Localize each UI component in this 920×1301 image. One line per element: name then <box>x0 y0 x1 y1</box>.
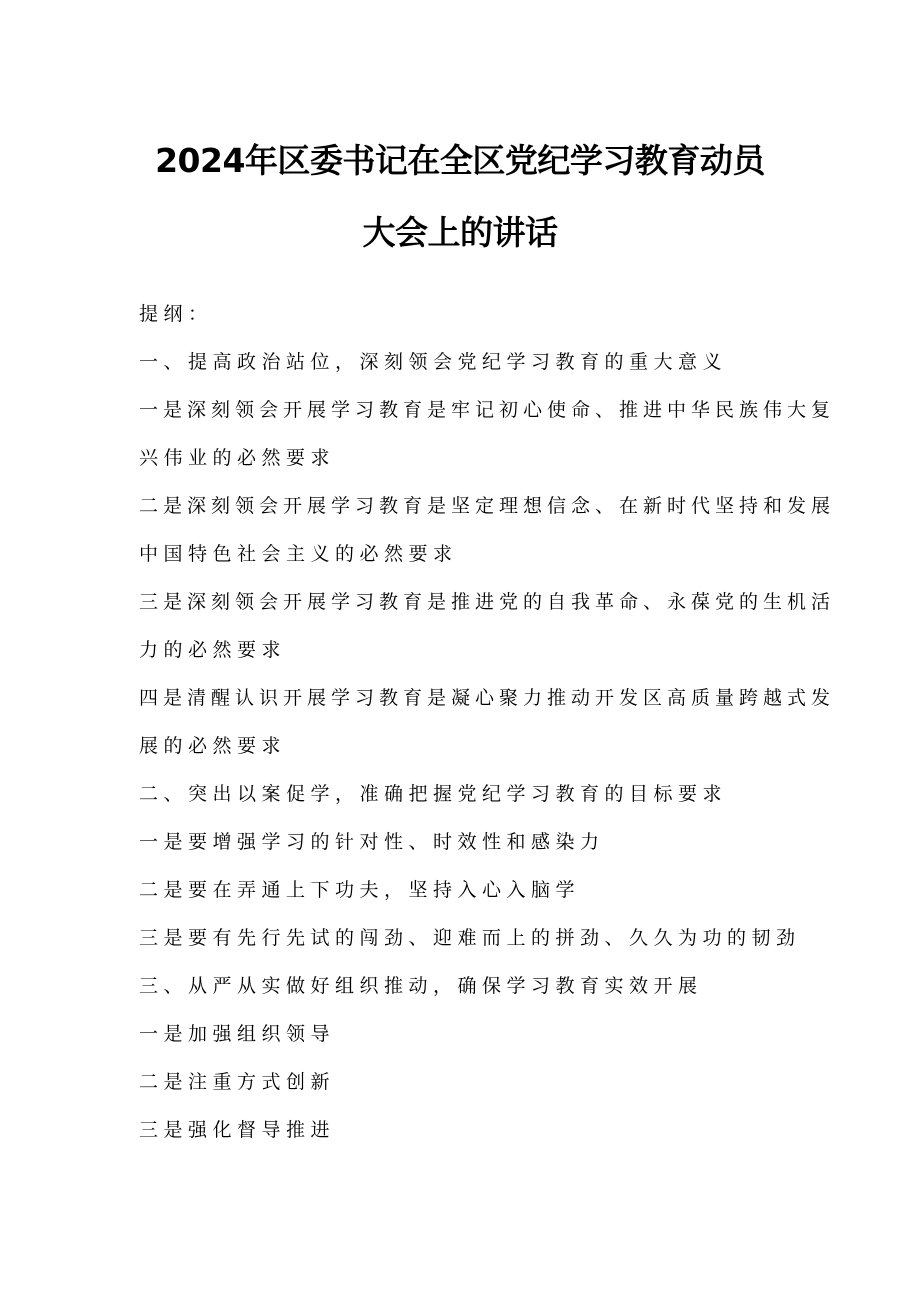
outline-item: 二是要在弄通上下功夫，坚持入心入脑学 <box>139 879 581 901</box>
outline-section-heading: 三、从严从实做好组织推动，确保学习教育实效开展 <box>139 975 703 997</box>
outline-item: 三是深刻领会开展学习教育是推进党的自我革命、永葆党的生机活 <box>139 591 836 613</box>
outline-section-heading: 二、突出以案促学，准确把握党纪学习教育的目标要求 <box>139 783 728 805</box>
outline-section-heading: 一、提高政治站位，深刻领会党纪学习教育的重大意义 <box>139 351 728 373</box>
outline-item: 一是深刻领会开展学习教育是牢记初心使命、推进中华民族伟大复 <box>139 399 836 421</box>
outline-item-continuation: 中国特色社会主义的必然要求 <box>139 543 458 565</box>
document-title-line-2: 大会上的讲话 <box>362 213 558 252</box>
outline-item: 三是要有先行先试的闯劲、迎难而上的拼劲、久久为功的韧劲 <box>139 927 801 949</box>
outline-item-continuation: 兴伟业的必然要求 <box>139 447 336 469</box>
outline-item: 一是要增强学习的针对性、时效性和感染力 <box>139 831 605 853</box>
document-title-line-1: 2024年区委书记在全区党纪学习教育动员 <box>155 141 765 180</box>
outline-item: 二是深刻领会开展学习教育是坚定理想信念、在新时代坚持和发展 <box>139 495 836 517</box>
outline-label: 提纲： <box>139 303 213 325</box>
outline-item: 一是加强组织领导 <box>139 1023 336 1045</box>
outline-item: 四是清醒认识开展学习教育是凝心聚力推动开发区高质量跨越式发 <box>139 687 836 709</box>
outline-item-continuation: 展的必然要求 <box>139 735 287 757</box>
outline-item: 三是强化督导推进 <box>139 1119 336 1141</box>
outline-item-continuation: 力的必然要求 <box>139 639 287 661</box>
outline-item: 二是注重方式创新 <box>139 1071 336 1093</box>
